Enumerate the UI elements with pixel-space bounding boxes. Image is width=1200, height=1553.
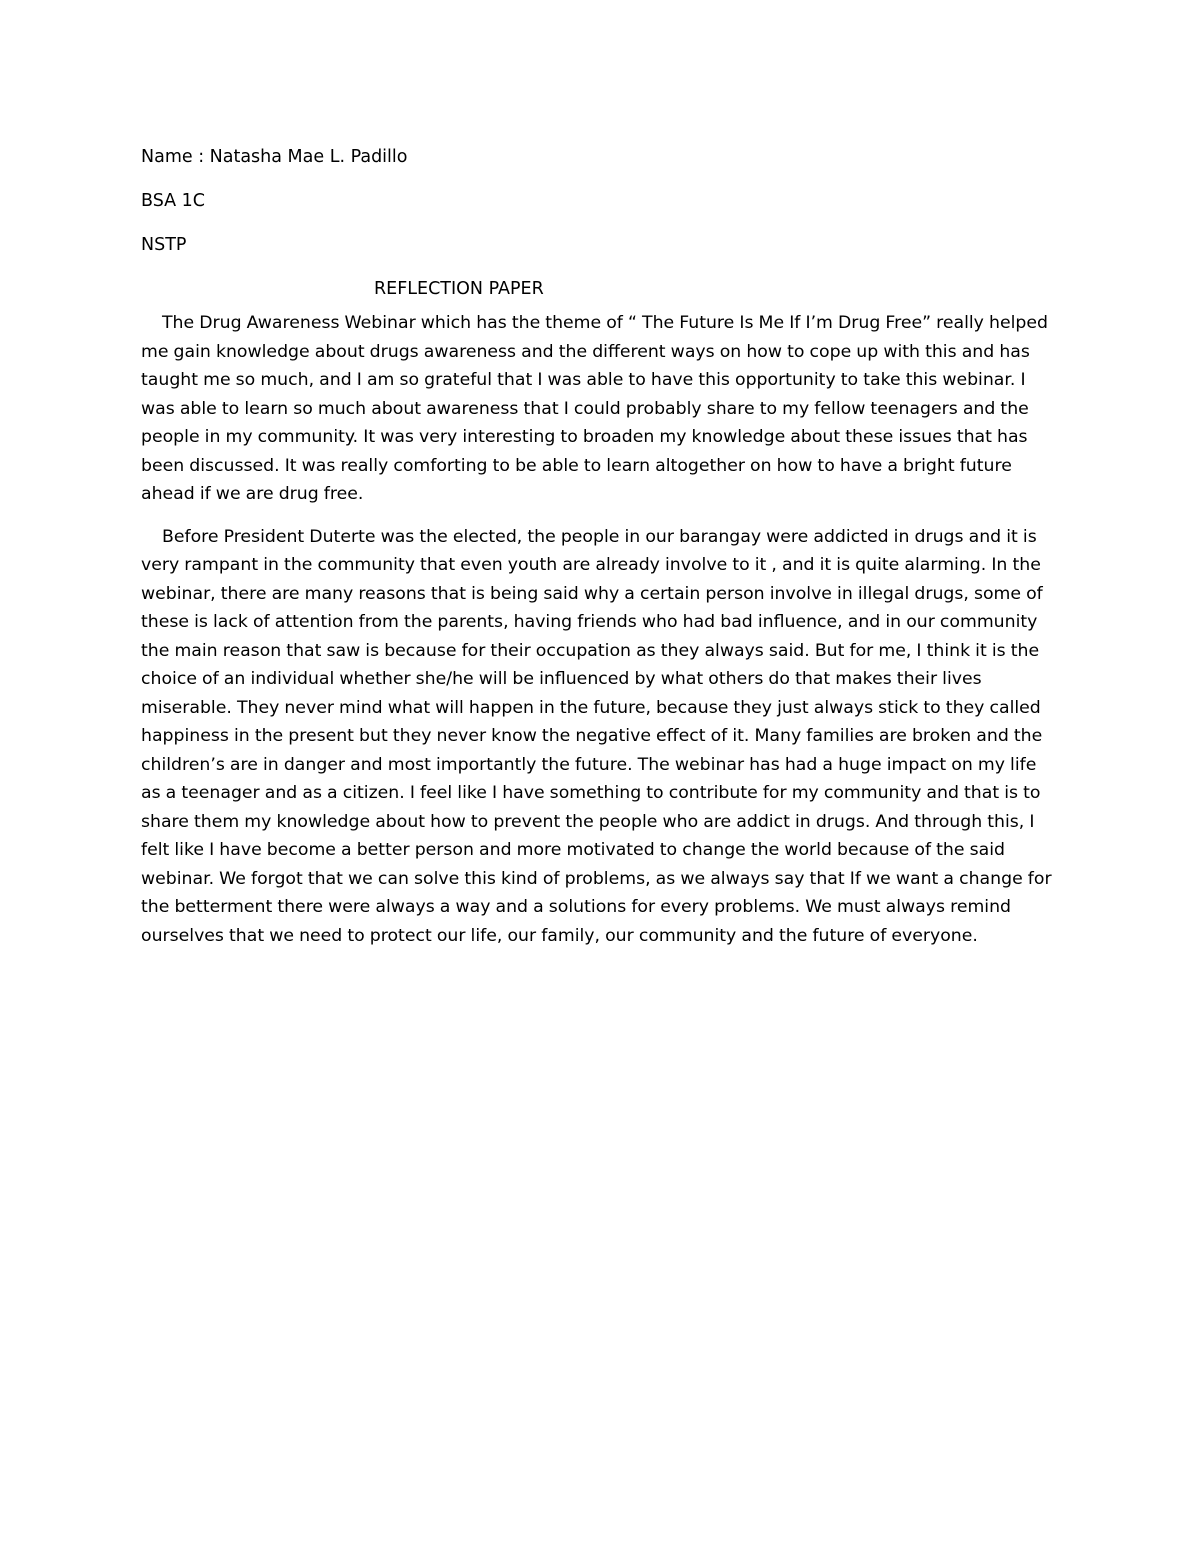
paper-title: REFLECTION PAPER: [374, 279, 544, 299]
student-section: BSA 1C: [141, 191, 206, 211]
course-name: NSTP: [141, 235, 187, 255]
paragraph-2: Before President Duterte was the elected, the people in our barangay were addicted in drugs and it is very rampant in the community that even youth are already involve to it , and it is quite alarming. In the webinar, there are many reasons that is being said why a certain person involve in illegal drugs, some of these is lack of attention from the parents, having friends who had bad influence, and in our community the main reason that saw is because for their occupation as they always said. But for me, I think it is the choice of an individual whether she/he will be influenced by what others do that makes their lives miserable. They never mind what will happen in the future, because they just always stick to they called happiness in the present but they never know the negative effect of it. Many families are broken and the children’s are in danger and most importantly the future. The webinar has had a huge impact on my life as a teenager and as a citizen. I feel like I have something to contribute for my community and that is to share them my knowledge about how to prevent the people who are addict in drugs. And through this, I felt like I have become a better person and more motivated to change the world because of the said webinar. We forgot that we can solve this kind of problems, as we always say that If we want a change for the betterment there were always a way and a solutions for every problems. We must always remind ourselves that we need to protect our life, our family, our community and the future of everyone.: [141, 526, 1052, 946]
student-name: Name : Natasha Mae L. Padillo: [141, 147, 408, 167]
document-body: [141, 140, 1061, 950]
paragraph-1: The Drug Awareness Webinar which has the theme of “ The Future Is Me If I’m Drug Free” really helped me gain knowledge about drugs awareness and the different ways on how to cope up with this and has taught me so much, and I am so grateful that I was able to have this opportunity to take this webinar. I was able to learn so much about awareness that I could probably share to my fellow teenagers and the people in my community. It was very interesting to broaden my knowledge about these issues that has been discussed. It was really comforting to be able to learn altogether on how to have a bright future ahead if we are drug free.: [141, 313, 1048, 504]
